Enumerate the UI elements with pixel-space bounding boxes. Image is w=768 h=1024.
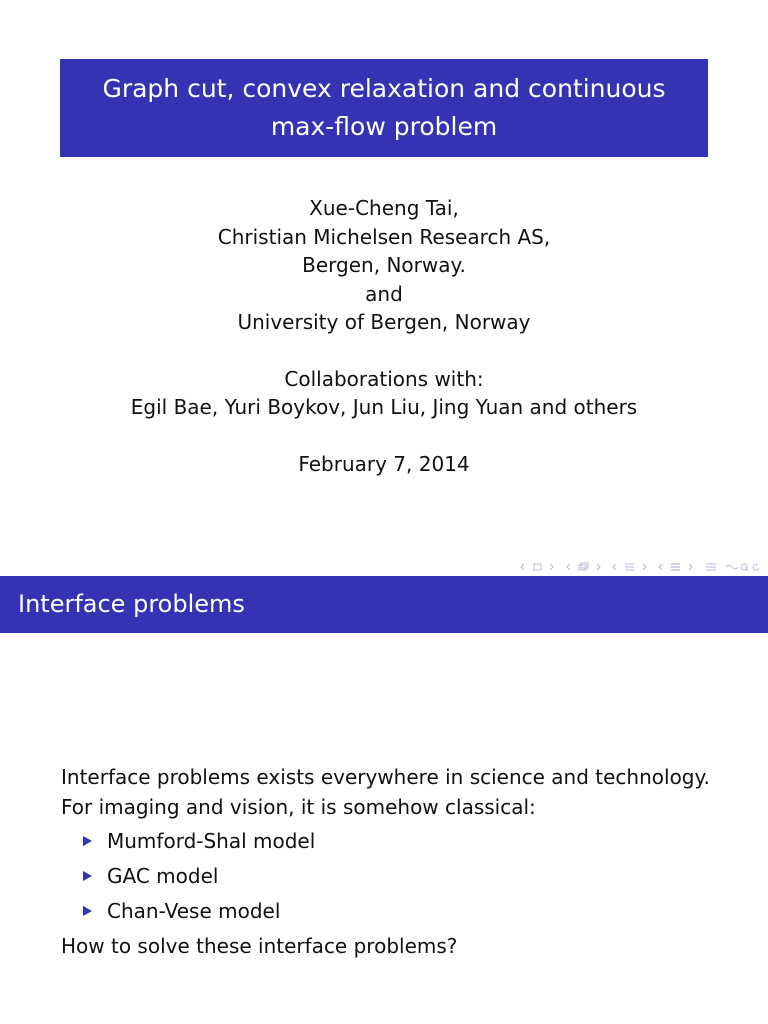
collab-names: Egil Bae, Yuri Boykov, Jun Liu, Jing Yuan and others bbox=[130, 395, 638, 419]
slide-body bbox=[61, 762, 721, 961]
list-item bbox=[83, 894, 721, 929]
beamer-navigation-bar bbox=[520, 561, 762, 573]
frame-title: Interface problems bbox=[0, 576, 768, 633]
presentation-date: February 7, 2014 bbox=[298, 451, 470, 476]
model-list bbox=[61, 824, 721, 929]
spacer bbox=[0, 422, 768, 450]
list-item-label: Mumford-Shal model bbox=[107, 829, 316, 853]
list-item-label: Chan-Vese model bbox=[107, 899, 281, 923]
nav-search-icon[interactable] bbox=[724, 562, 762, 572]
presentation-title bbox=[60, 59, 708, 157]
nav-outline-icon[interactable] bbox=[658, 562, 698, 572]
interface-problems-slide bbox=[0, 576, 768, 1024]
author-and: and bbox=[365, 281, 403, 306]
title-line: max-flow problem bbox=[270, 112, 498, 141]
list-item bbox=[83, 859, 721, 894]
nav-align-icon[interactable] bbox=[704, 562, 718, 572]
author-block bbox=[0, 194, 768, 478]
spacer bbox=[0, 337, 768, 365]
author-location: Bergen, Norway. bbox=[302, 253, 466, 277]
author-name: Xue-Cheng Tai, bbox=[309, 196, 459, 220]
bullet-triangle-icon bbox=[83, 871, 92, 881]
nav-subsection-icon[interactable] bbox=[566, 562, 606, 572]
bullet-triangle-icon bbox=[83, 836, 92, 846]
nav-section-icon[interactable] bbox=[612, 562, 652, 572]
list-item-label: GAC model bbox=[107, 864, 219, 888]
intro-paragraph: Interface problems exists everywhere in science and technology. For imaging and vision, it is somehow classical: bbox=[61, 765, 710, 819]
bullet-triangle-icon bbox=[83, 906, 92, 916]
author-affiliation-2: University of Bergen, Norway bbox=[237, 310, 531, 334]
title-line: Graph cut, convex relaxation and continuous bbox=[102, 74, 666, 103]
collab-heading: Collaborations with: bbox=[284, 366, 484, 391]
nav-frame-icon[interactable] bbox=[520, 562, 560, 572]
closing-question: How to solve these interface problems? bbox=[61, 934, 458, 958]
author-affiliation: Christian Michelsen Research AS, bbox=[217, 224, 551, 249]
list-item bbox=[83, 824, 721, 859]
